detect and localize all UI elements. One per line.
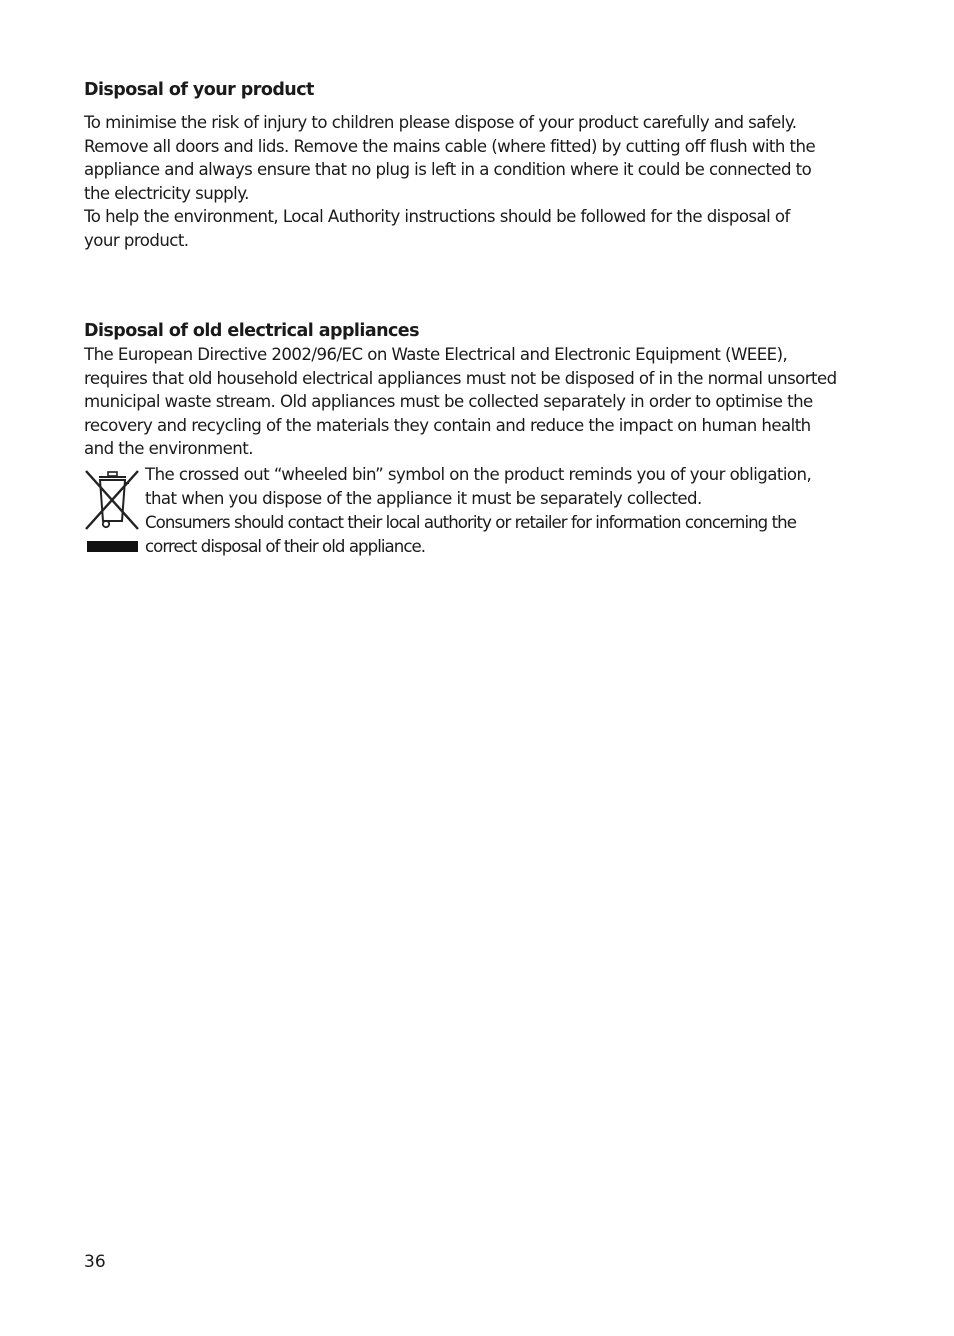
page-number: 36 [84,1252,106,1272]
appliance-disposal-heading: Disposal of old electrical appliances [84,321,419,341]
appliance-disposal-line: recovery and recycling of the materials they contain and reduce the impact on human health [84,415,811,435]
product-disposal-section [84,78,874,252]
appliance-disposal-section [84,319,874,461]
weee-notice-line: that when you dispose of the appliance it must be separately collected. [145,489,702,508]
appliance-disposal-line: and the environment. [84,439,253,458]
weee-notice-text [145,463,811,559]
appliance-disposal-line: The European Directive 2002/96/EC on Waste Electrical and Electronic Equipment (WEEE), [84,345,788,364]
appliance-disposal-line: requires that old household electrical appliances must not be disposed of in the normal unsorted [84,368,837,388]
product-disposal-line: appliance and always ensure that no plug is left in a condition where it could be connected to [84,160,812,179]
product-disposal-heading: Disposal of your product [84,80,314,100]
weee-notice [84,463,874,563]
weee-notice-line: The crossed out “wheeled bin” symbol on the product reminds you of your obligation, [145,465,812,484]
crossed-out-wheeled-bin-icon [84,465,140,557]
weee-notice-line: Consumers should contact their local authority or retailer for information concerning the [145,513,796,532]
product-disposal-line: To help the environment, Local Authority instructions should be followed for the disposal of [84,207,790,226]
product-disposal-line: Remove all doors and lids. Remove the mains cable (where fitted) by cutting off flush with the [84,136,816,156]
weee-notice-line: correct disposal of their old appliance. [145,537,426,556]
product-disposal-line: the electricity supply. [84,183,249,203]
product-disposal-line: To minimise the risk of injury to children please dispose of your product carefully and safely. [84,113,797,132]
product-disposal-line: your product. [84,230,189,250]
appliance-disposal-line: municipal waste stream. Old appliances must be collected separately in order to optimise the [84,392,813,411]
